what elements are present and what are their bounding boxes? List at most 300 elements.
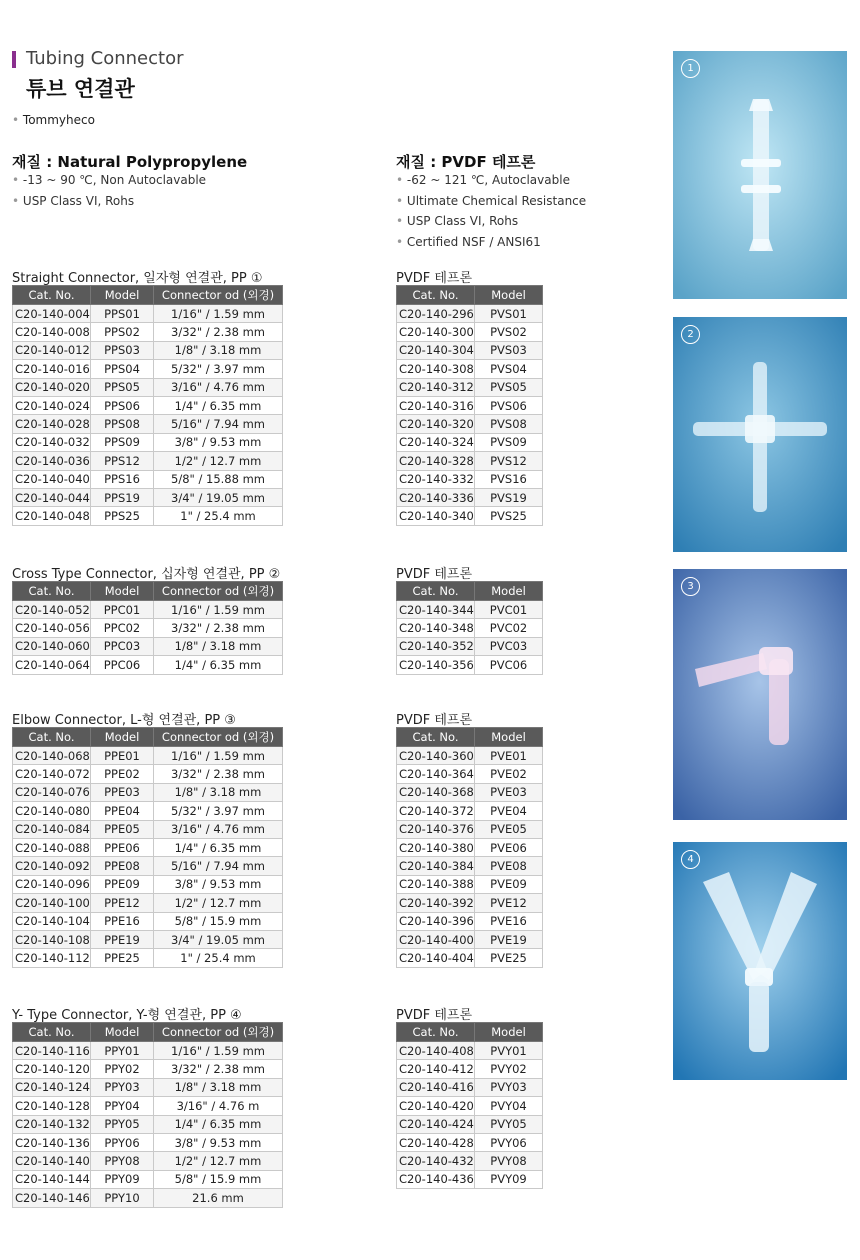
cat-no-cell: C20-140-032 xyxy=(13,433,91,451)
pp-material-list xyxy=(12,170,206,211)
cat-no-cell: C20-140-108 xyxy=(13,930,91,948)
connector-od-cell: 5/16" / 7.94 mm xyxy=(154,415,283,433)
model-cell: PPY08 xyxy=(91,1152,154,1170)
table-row xyxy=(397,1078,543,1096)
connector-od-cell: 1/2" / 12.7 mm xyxy=(154,894,283,912)
cat-no-cell: C20-140-132 xyxy=(13,1115,91,1133)
cat-no-cell: C20-140-036 xyxy=(13,452,91,470)
model-cell: PPE06 xyxy=(91,838,154,856)
cat-no-cell: C20-140-140 xyxy=(13,1152,91,1170)
cat-no-cell: C20-140-328 xyxy=(397,452,475,470)
cat-no-cell: C20-140-296 xyxy=(397,305,475,323)
model-cell: PVY08 xyxy=(475,1152,543,1170)
col-cat-no: Cat. No. xyxy=(13,728,91,747)
model-cell: PVE12 xyxy=(475,894,543,912)
table-row xyxy=(397,930,543,948)
straight-pvdf-table xyxy=(396,285,543,526)
cat-no-cell: C20-140-380 xyxy=(397,838,475,856)
table-row xyxy=(397,857,543,875)
table-row xyxy=(397,470,543,488)
table-row xyxy=(13,838,283,856)
table-row xyxy=(13,601,283,619)
model-cell: PVS03 xyxy=(475,341,543,359)
table-row xyxy=(397,1170,543,1188)
table-row xyxy=(397,415,543,433)
cat-no-cell: C20-140-044 xyxy=(13,488,91,506)
table-row xyxy=(397,488,543,506)
table-row xyxy=(13,1189,283,1207)
cat-no-cell: C20-140-400 xyxy=(397,930,475,948)
table-row xyxy=(397,783,543,801)
photo-badge: 1 xyxy=(681,59,700,78)
cat-no-cell: C20-140-020 xyxy=(13,378,91,396)
cat-no-cell: C20-140-336 xyxy=(397,488,475,506)
model-cell: PPE12 xyxy=(91,894,154,912)
table-row xyxy=(397,601,543,619)
connector-od-cell: 1/8" / 3.18 mm xyxy=(154,1078,283,1096)
cat-no-cell: C20-140-304 xyxy=(397,341,475,359)
pvdf-material-item: • Certified NSF / ANSI61 xyxy=(396,232,586,253)
table-row xyxy=(13,360,283,378)
model-cell: PVS01 xyxy=(475,305,543,323)
pvdf-material-item: • Ultimate Chemical Resistance xyxy=(396,191,586,212)
cat-no-cell: C20-140-344 xyxy=(397,601,475,619)
cat-no-cell: C20-140-068 xyxy=(13,747,91,765)
model-cell: PPS09 xyxy=(91,433,154,451)
cat-no-cell: C20-140-300 xyxy=(397,323,475,341)
table-row xyxy=(397,452,543,470)
model-cell: PPY05 xyxy=(91,1115,154,1133)
elbow-connector-photo xyxy=(673,569,847,820)
table-row xyxy=(397,619,543,637)
table-row xyxy=(13,656,283,674)
model-cell: PPY09 xyxy=(91,1170,154,1188)
table-row xyxy=(397,894,543,912)
connector-od-cell: 3/32" / 2.38 mm xyxy=(154,765,283,783)
model-cell: PVE16 xyxy=(475,912,543,930)
cat-no-cell: C20-140-072 xyxy=(13,765,91,783)
cat-no-cell: C20-140-112 xyxy=(13,949,91,967)
model-cell: PVS19 xyxy=(475,488,543,506)
elbow-pvdf-label: PVDF 테프론 xyxy=(396,713,473,728)
cat-no-cell: C20-140-432 xyxy=(397,1152,475,1170)
cat-no-cell: C20-140-104 xyxy=(13,912,91,930)
cat-no-cell: C20-140-416 xyxy=(397,1078,475,1096)
connector-od-cell: 3/4" / 19.05 mm xyxy=(154,930,283,948)
cat-no-cell: C20-140-384 xyxy=(397,857,475,875)
table-row xyxy=(13,912,283,930)
cat-no-cell: C20-140-372 xyxy=(397,802,475,820)
cat-no-cell: C20-140-312 xyxy=(397,378,475,396)
connector-od-cell: 3/8" / 9.53 mm xyxy=(154,1133,283,1151)
connector-od-cell: 21.6 mm xyxy=(154,1189,283,1207)
cat-no-cell: C20-140-092 xyxy=(13,857,91,875)
model-cell: PVC06 xyxy=(475,656,543,674)
connector-od-cell: 1" / 25.4 mm xyxy=(154,949,283,967)
model-cell: PPS01 xyxy=(91,305,154,323)
cat-no-cell: C20-140-024 xyxy=(13,396,91,414)
model-cell: PVE09 xyxy=(475,875,543,893)
cat-no-cell: C20-140-348 xyxy=(397,619,475,637)
model-cell: PVY09 xyxy=(475,1170,543,1188)
cat-no-cell: C20-140-320 xyxy=(397,415,475,433)
table-row xyxy=(13,875,283,893)
model-cell: PPS16 xyxy=(91,470,154,488)
cat-no-cell: C20-140-364 xyxy=(397,765,475,783)
cat-no-cell: C20-140-060 xyxy=(13,637,91,655)
table-row xyxy=(13,396,283,414)
table-row xyxy=(397,637,543,655)
model-cell: PVE19 xyxy=(475,930,543,948)
model-cell: PVY05 xyxy=(475,1115,543,1133)
cat-no-cell: C20-140-368 xyxy=(397,783,475,801)
col-cat-no: Cat. No. xyxy=(13,582,91,601)
table-row xyxy=(397,341,543,359)
connector-od-cell: 5/16" / 7.94 mm xyxy=(154,857,283,875)
table-row xyxy=(13,305,283,323)
model-cell: PPS03 xyxy=(91,341,154,359)
model-cell: PVC03 xyxy=(475,637,543,655)
model-cell: PPC01 xyxy=(91,601,154,619)
cat-no-cell: C20-140-056 xyxy=(13,619,91,637)
col-cat-no: Cat. No. xyxy=(397,728,475,747)
table-row xyxy=(13,452,283,470)
cat-no-cell: C20-140-088 xyxy=(13,838,91,856)
cat-no-cell: C20-140-428 xyxy=(397,1133,475,1151)
connector-od-cell: 1/4" / 6.35 mm xyxy=(154,656,283,674)
pp-material-item: • -13 ~ 90 ℃, Non Autoclavable xyxy=(12,170,206,191)
table-row xyxy=(13,507,283,525)
cat-no-cell: C20-140-084 xyxy=(13,820,91,838)
model-cell: PPY10 xyxy=(91,1189,154,1207)
model-cell: PVS04 xyxy=(475,360,543,378)
table-row xyxy=(13,765,283,783)
table-row xyxy=(13,802,283,820)
table-row xyxy=(397,838,543,856)
connector-od-cell: 1/4" / 6.35 mm xyxy=(154,1115,283,1133)
header-accent-bar xyxy=(12,51,16,68)
cat-no-cell: C20-140-080 xyxy=(13,802,91,820)
y-pvdf-table xyxy=(396,1022,543,1189)
model-cell: PVE08 xyxy=(475,857,543,875)
model-cell: PVE03 xyxy=(475,783,543,801)
cat-no-cell: C20-140-340 xyxy=(397,507,475,525)
col-connector-od: Connector od (외경) xyxy=(154,728,283,747)
table-row xyxy=(397,949,543,967)
model-cell: PVE01 xyxy=(475,747,543,765)
photo-badge: 2 xyxy=(681,325,700,344)
model-cell: PVE25 xyxy=(475,949,543,967)
cat-no-cell: C20-140-040 xyxy=(13,470,91,488)
cross-pvdf-label: PVDF 테프론 xyxy=(396,567,473,582)
cat-no-cell: C20-140-308 xyxy=(397,360,475,378)
table-row xyxy=(397,747,543,765)
connector-od-cell: 1/8" / 3.18 mm xyxy=(154,783,283,801)
table-row xyxy=(397,507,543,525)
cat-no-cell: C20-140-012 xyxy=(13,341,91,359)
page-title-en: Tubing Connector xyxy=(26,48,184,69)
cat-no-cell: C20-140-396 xyxy=(397,912,475,930)
cross-pp-table xyxy=(12,581,283,675)
table-row xyxy=(13,378,283,396)
connector-od-cell: 3/32" / 2.38 mm xyxy=(154,323,283,341)
connector-od-cell: 1/2" / 12.7 mm xyxy=(154,452,283,470)
cross-connector-icon xyxy=(673,317,847,552)
col-model: Model xyxy=(475,286,543,305)
y-pvdf-label: PVDF 테프론 xyxy=(396,1008,473,1023)
connector-od-cell: 3/16" / 4.76 mm xyxy=(154,378,283,396)
table-row xyxy=(13,1097,283,1115)
straight-section-label: Straight Connector, 일자형 연결관, PP ① xyxy=(12,271,263,286)
model-cell: PPS04 xyxy=(91,360,154,378)
connector-od-cell: 1/16" / 1.59 mm xyxy=(154,1042,283,1060)
connector-od-cell: 3/16" / 4.76 m xyxy=(154,1097,283,1115)
model-cell: PVE06 xyxy=(475,838,543,856)
model-cell: PPS08 xyxy=(91,415,154,433)
cat-no-cell: C20-140-392 xyxy=(397,894,475,912)
table-row xyxy=(13,783,283,801)
table-row xyxy=(13,747,283,765)
table-row xyxy=(13,415,283,433)
cross-section-label: Cross Type Connector, 십자형 연결관, PP ② xyxy=(12,567,281,582)
table-row xyxy=(13,1170,283,1188)
cat-no-cell: C20-140-128 xyxy=(13,1097,91,1115)
cat-no-cell: C20-140-316 xyxy=(397,396,475,414)
model-cell: PVE02 xyxy=(475,765,543,783)
table-row xyxy=(13,894,283,912)
y-connector-photo xyxy=(673,842,847,1080)
model-cell: PPY03 xyxy=(91,1078,154,1096)
model-cell: PPC06 xyxy=(91,656,154,674)
pvdf-material-item: • -62 ~ 121 ℃, Autoclavable xyxy=(396,170,586,191)
photo-badge: 3 xyxy=(681,577,700,596)
table-row xyxy=(397,802,543,820)
model-cell: PPS02 xyxy=(91,323,154,341)
cat-no-cell: C20-140-376 xyxy=(397,820,475,838)
model-cell: PPE04 xyxy=(91,802,154,820)
col-connector-od: Connector od (외경) xyxy=(154,582,283,601)
cross-connector-photo xyxy=(673,317,847,552)
connector-od-cell: 5/8" / 15.9 mm xyxy=(154,912,283,930)
cat-no-cell: C20-140-004 xyxy=(13,305,91,323)
model-cell: PVY02 xyxy=(475,1060,543,1078)
model-cell: PPC02 xyxy=(91,619,154,637)
y-pp-table xyxy=(12,1022,283,1208)
model-cell: PPE05 xyxy=(91,820,154,838)
model-cell: PPE16 xyxy=(91,912,154,930)
table-row xyxy=(13,637,283,655)
cat-no-cell: C20-140-144 xyxy=(13,1170,91,1188)
table-row xyxy=(13,930,283,948)
model-cell: PPC03 xyxy=(91,637,154,655)
model-cell: PVS16 xyxy=(475,470,543,488)
pp-material-item: • USP Class VI, Rohs xyxy=(12,191,206,212)
connector-od-cell: 1/4" / 6.35 mm xyxy=(154,396,283,414)
pvdf-material-title: 재질 : PVDF 테프론 xyxy=(396,153,536,171)
table-row xyxy=(13,1060,283,1078)
manufacturer-name: Tommyheco xyxy=(22,113,95,127)
col-model: Model xyxy=(91,1023,154,1042)
table-row xyxy=(397,1152,543,1170)
table-row xyxy=(397,360,543,378)
elbow-connector-icon xyxy=(673,569,847,820)
table-row xyxy=(397,1097,543,1115)
table-row xyxy=(397,1133,543,1151)
table-row xyxy=(397,1042,543,1060)
page-title-ko: 튜브 연결관 xyxy=(26,77,135,101)
cat-no-cell: C20-140-146 xyxy=(13,1189,91,1207)
cat-no-cell: C20-140-356 xyxy=(397,656,475,674)
elbow-section-label: Elbow Connector, L-형 연결관, PP ③ xyxy=(12,713,236,728)
table-row xyxy=(13,341,283,359)
table-row xyxy=(13,949,283,967)
cross-pvdf-table xyxy=(396,581,543,675)
table-row xyxy=(397,1060,543,1078)
model-cell: PPE08 xyxy=(91,857,154,875)
col-model: Model xyxy=(91,728,154,747)
col-model: Model xyxy=(91,286,154,305)
y-section-label: Y- Type Connector, Y-형 연결관, PP ④ xyxy=(12,1008,242,1023)
table-row xyxy=(13,488,283,506)
pp-material-title: 재질 : Natural Polypropylene xyxy=(12,153,248,171)
model-cell: PPS25 xyxy=(91,507,154,525)
col-connector-od: Connector od (외경) xyxy=(154,286,283,305)
cat-no-cell: C20-140-064 xyxy=(13,656,91,674)
col-cat-no: Cat. No. xyxy=(397,286,475,305)
col-cat-no: Cat. No. xyxy=(397,1023,475,1042)
table-row xyxy=(13,1152,283,1170)
model-cell: PVS05 xyxy=(475,378,543,396)
model-cell: PVY03 xyxy=(475,1078,543,1096)
model-cell: PPE02 xyxy=(91,765,154,783)
table-row xyxy=(397,1115,543,1133)
cat-no-cell: C20-140-028 xyxy=(13,415,91,433)
model-cell: PPE03 xyxy=(91,783,154,801)
col-model: Model xyxy=(475,582,543,601)
model-cell: PPY02 xyxy=(91,1060,154,1078)
col-model: Model xyxy=(475,728,543,747)
table-row xyxy=(397,433,543,451)
elbow-pvdf-table xyxy=(396,727,543,968)
model-cell: PVS06 xyxy=(475,396,543,414)
table-row xyxy=(13,857,283,875)
cat-no-cell: C20-140-436 xyxy=(397,1170,475,1188)
table-row xyxy=(397,305,543,323)
cat-no-cell: C20-140-124 xyxy=(13,1078,91,1096)
model-cell: PVS09 xyxy=(475,433,543,451)
table-row xyxy=(13,323,283,341)
col-cat-no: Cat. No. xyxy=(13,1023,91,1042)
table-row xyxy=(13,820,283,838)
connector-od-cell: 1" / 25.4 mm xyxy=(154,507,283,525)
cat-no-cell: C20-140-136 xyxy=(13,1133,91,1151)
model-cell: PPS12 xyxy=(91,452,154,470)
model-cell: PVC02 xyxy=(475,619,543,637)
model-cell: PPY04 xyxy=(91,1097,154,1115)
table-row xyxy=(397,396,543,414)
photo-badge: 4 xyxy=(681,850,700,869)
cat-no-cell: C20-140-052 xyxy=(13,601,91,619)
connector-od-cell: 3/32" / 2.38 mm xyxy=(154,619,283,637)
connector-od-cell: 5/8" / 15.9 mm xyxy=(154,1170,283,1188)
cat-no-cell: C20-140-332 xyxy=(397,470,475,488)
cat-no-cell: C20-140-420 xyxy=(397,1097,475,1115)
cat-no-cell: C20-140-412 xyxy=(397,1060,475,1078)
connector-od-cell: 3/32" / 2.38 mm xyxy=(154,1060,283,1078)
cat-no-cell: C20-140-408 xyxy=(397,1042,475,1060)
straight-pp-table xyxy=(12,285,283,526)
table-row xyxy=(397,875,543,893)
connector-od-cell: 3/4" / 19.05 mm xyxy=(154,488,283,506)
connector-od-cell: 1/16" / 1.59 mm xyxy=(154,601,283,619)
col-cat-no: Cat. No. xyxy=(13,286,91,305)
model-cell: PPY06 xyxy=(91,1133,154,1151)
table-row xyxy=(13,1115,283,1133)
cat-no-cell: C20-140-076 xyxy=(13,783,91,801)
col-model: Model xyxy=(91,582,154,601)
elbow-pp-table xyxy=(12,727,283,968)
pvdf-material-item: • USP Class VI, Rohs xyxy=(396,211,586,232)
cat-no-cell: C20-140-048 xyxy=(13,507,91,525)
table-row xyxy=(13,619,283,637)
cat-no-cell: C20-140-120 xyxy=(13,1060,91,1078)
model-cell: PPE01 xyxy=(91,747,154,765)
cat-no-cell: C20-140-388 xyxy=(397,875,475,893)
manufacturer: • Tommyheco xyxy=(12,113,95,127)
connector-od-cell: 1/16" / 1.59 mm xyxy=(154,747,283,765)
model-cell: PPE19 xyxy=(91,930,154,948)
model-cell: PVE04 xyxy=(475,802,543,820)
model-cell: PVY01 xyxy=(475,1042,543,1060)
connector-od-cell: 1/8" / 3.18 mm xyxy=(154,637,283,655)
table-row xyxy=(13,1042,283,1060)
model-cell: PVY06 xyxy=(475,1133,543,1151)
model-cell: PVS02 xyxy=(475,323,543,341)
table-row xyxy=(397,820,543,838)
connector-od-cell: 5/32" / 3.97 mm xyxy=(154,360,283,378)
table-row xyxy=(13,1078,283,1096)
cat-no-cell: C20-140-352 xyxy=(397,637,475,655)
cat-no-cell: C20-140-404 xyxy=(397,949,475,967)
cat-no-cell: C20-140-008 xyxy=(13,323,91,341)
cat-no-cell: C20-140-016 xyxy=(13,360,91,378)
cat-no-cell: C20-140-324 xyxy=(397,433,475,451)
table-row xyxy=(397,912,543,930)
col-model: Model xyxy=(475,1023,543,1042)
connector-od-cell: 3/16" / 4.76 mm xyxy=(154,820,283,838)
table-row xyxy=(13,1133,283,1151)
table-row xyxy=(13,433,283,451)
cat-no-cell: C20-140-360 xyxy=(397,747,475,765)
connector-od-cell: 1/8" / 3.18 mm xyxy=(154,341,283,359)
connector-od-cell: 1/16" / 1.59 mm xyxy=(154,305,283,323)
cat-no-cell: C20-140-424 xyxy=(397,1115,475,1133)
table-row xyxy=(397,656,543,674)
connector-od-cell: 3/8" / 9.53 mm xyxy=(154,875,283,893)
model-cell: PPS05 xyxy=(91,378,154,396)
pvdf-material-list xyxy=(396,170,586,252)
connector-od-cell: 5/32" / 3.97 mm xyxy=(154,802,283,820)
straight-connector-icon xyxy=(673,51,847,299)
col-cat-no: Cat. No. xyxy=(397,582,475,601)
cat-no-cell: C20-140-100 xyxy=(13,894,91,912)
connector-od-cell: 1/4" / 6.35 mm xyxy=(154,838,283,856)
model-cell: PPE25 xyxy=(91,949,154,967)
model-cell: PVE05 xyxy=(475,820,543,838)
model-cell: PPS06 xyxy=(91,396,154,414)
model-cell: PVS12 xyxy=(475,452,543,470)
connector-od-cell: 3/8" / 9.53 mm xyxy=(154,433,283,451)
